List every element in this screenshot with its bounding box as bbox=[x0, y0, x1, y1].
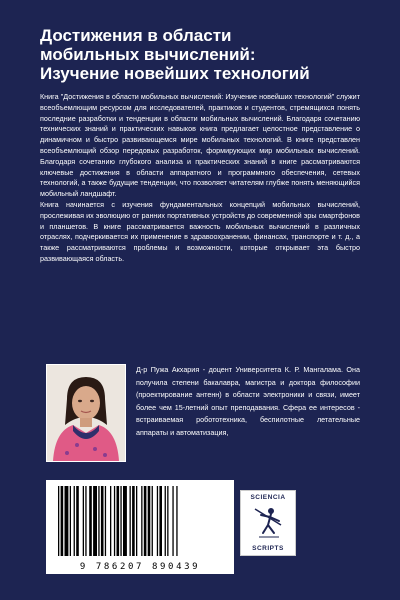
barcode-bar bbox=[89, 486, 92, 556]
logo-bottom-text: SCRIPTS bbox=[252, 545, 284, 552]
barcode-bar bbox=[101, 486, 104, 556]
barcode-bar bbox=[83, 486, 84, 556]
book-description bbox=[40, 92, 360, 265]
barcode-bar bbox=[58, 486, 59, 556]
publisher-logo bbox=[240, 490, 296, 556]
barcode-bar bbox=[132, 486, 135, 556]
barcode-bar bbox=[130, 486, 131, 556]
barcode-bar bbox=[98, 486, 99, 556]
barcode-bar bbox=[157, 486, 158, 556]
barcode-bar bbox=[152, 486, 153, 556]
title-line: Изучение новейших технологий bbox=[40, 64, 310, 83]
barcode-bar bbox=[165, 486, 166, 556]
description-paragraph: Книга начинается с изучения фундаментальных концепций мобильных вычислений, прослеживая их эволюцию от ранних портативных устройств до современной эры смартфонов и планшетов. В книге рассматривается важность мобильных вычислений в различных отраслях, подчеркивается их применение в здравоохранении, финансах, транспорте и т. д., а также рассматриваются проблемы и возможности, которые открывает эта быстро развивающаяся область. bbox=[40, 199, 360, 263]
barcode-bar bbox=[114, 486, 115, 556]
barcode-bar bbox=[76, 486, 79, 556]
barcode-bars bbox=[46, 480, 234, 560]
barcode-bar bbox=[105, 486, 106, 556]
barcode-bar bbox=[141, 486, 142, 556]
barcode-bar bbox=[110, 486, 111, 556]
barcode-bar bbox=[159, 486, 162, 556]
logo-top-text: SCIENCIA bbox=[250, 494, 286, 501]
barcode-bar bbox=[136, 486, 137, 556]
barcode-bar bbox=[167, 486, 168, 556]
barcode-bar bbox=[120, 486, 121, 556]
barcode-bar bbox=[172, 486, 173, 556]
barcode bbox=[46, 480, 234, 574]
barcode-bar bbox=[65, 486, 69, 556]
title-line: мобильных вычислений: bbox=[40, 45, 256, 64]
author-photo bbox=[46, 364, 126, 462]
barcode-bar bbox=[61, 486, 64, 556]
title-line: Достижения в области bbox=[40, 26, 232, 45]
barcode-bar bbox=[93, 486, 97, 556]
barcode-bar bbox=[74, 486, 75, 556]
description-paragraph: Книга "Достижения в области мобильных вычислений: Изучение новейших технологий" служит всеобъемлющим ресурсом для исследователей, практиков и студентов, стремящихся понять последние разработки и тенденции в области мобильных вычислений. Благодаря сочетанию технических знаний и практических навыков книга предлагает целостное представление о динамичном и быстро развивающемся мире мобильных технологий. В книге представлен всеобъемлющий обзор передовых разработок, формирующих мир мобильных вычислений. Благодаря сочетанию глубокого анализа и практических знаний в книге рассматриваются ключевые достижения в области аппаратного и программного обеспечения, сетевых технологий, а также будущие тенденции, что позволяет читателям глубже понять меняющийся мобильный ландшафт. bbox=[40, 92, 360, 199]
barcode-bar bbox=[117, 486, 120, 556]
barcode-bar bbox=[70, 486, 71, 556]
barcode-bar bbox=[176, 486, 177, 556]
barcode-bar bbox=[85, 486, 86, 556]
barcode-bar bbox=[123, 486, 127, 556]
barcode-bar bbox=[144, 486, 147, 556]
author-bio: Д-р Пужа Акхария - доцент Университета К. Р. Мангалама. Она получила степени бакалавра, магистра и доктора философии (проектирование антенн) в области электроники и связи, имеет более чем 15-летний опыт преподавания. Сфера ее интересов - встраиваемая робототехника, беспилотные летательные аппараты и автоматизация, bbox=[136, 365, 360, 437]
book-title bbox=[40, 26, 370, 83]
isbn-digits: 9 786207 890439 bbox=[79, 562, 201, 572]
barcode-bar bbox=[148, 486, 151, 556]
